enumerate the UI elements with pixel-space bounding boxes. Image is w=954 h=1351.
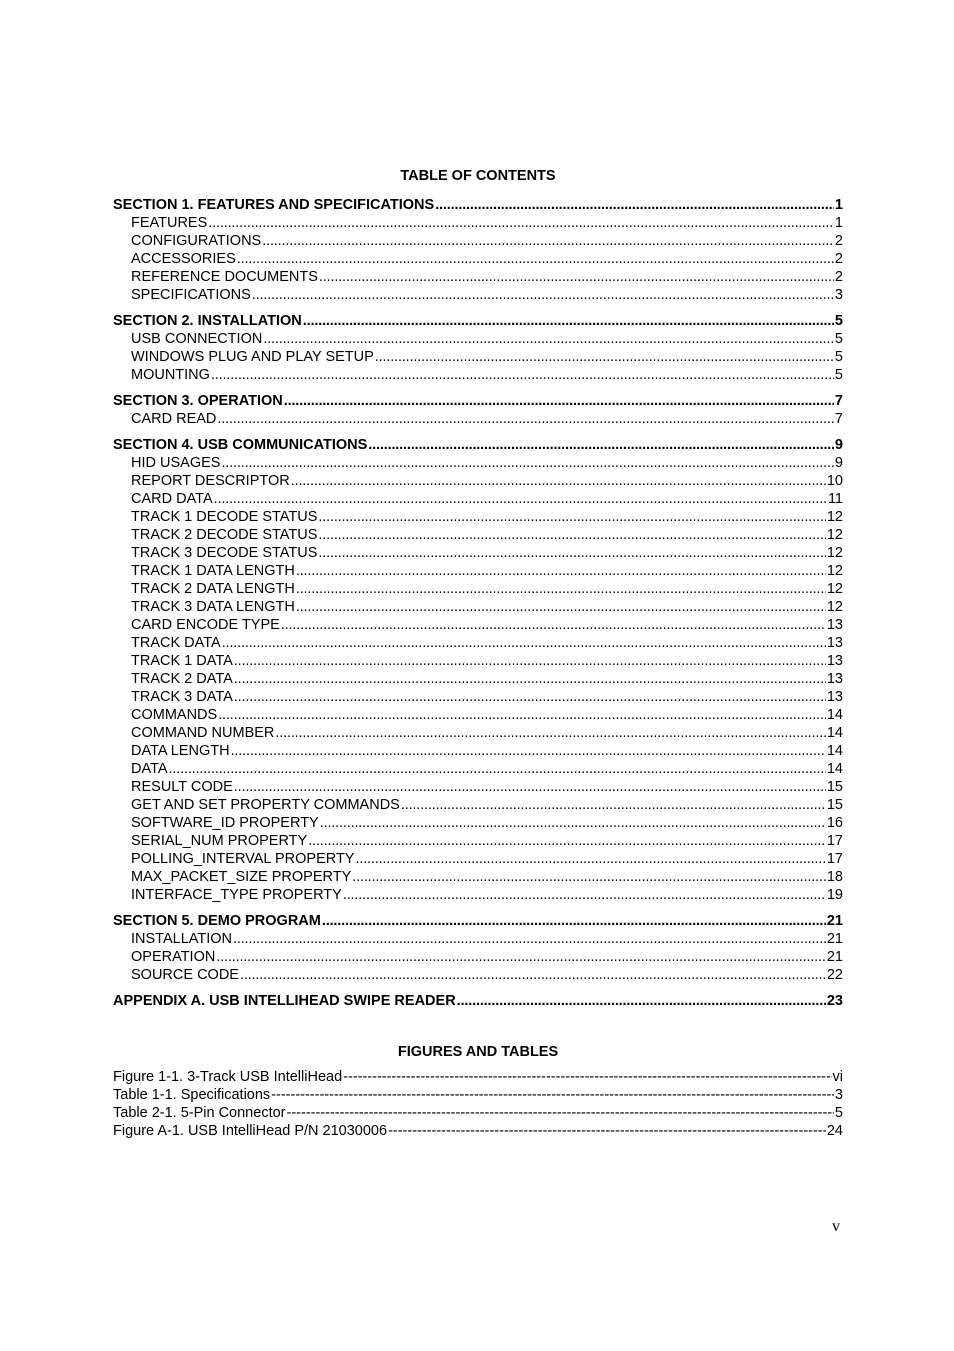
dot-leader (233, 930, 826, 948)
entry-page-number: 9 (834, 455, 843, 471)
toc-subentry[interactable] (113, 670, 843, 688)
entry-page-number: 1 (834, 197, 843, 213)
entry-label: INTERFACE_TYPE PROPERTY (131, 887, 342, 903)
toc-subentry[interactable] (113, 760, 843, 778)
dot-leader (263, 330, 834, 348)
entry-label: INSTALLATION (131, 931, 232, 947)
dot-leader (221, 454, 833, 472)
toc-subentry[interactable] (113, 544, 843, 562)
entry-label: FEATURES (131, 215, 208, 231)
entry-page-number: 24 (826, 1123, 843, 1139)
toc-subentry[interactable] (113, 598, 843, 616)
toc-subentry[interactable] (113, 330, 843, 348)
dot-leader (218, 706, 826, 724)
dot-leader (284, 392, 834, 410)
page-number: v (832, 1218, 840, 1235)
entry-label: CONFIGURATIONS (131, 233, 262, 249)
toc-subentry[interactable] (113, 214, 843, 232)
entry-page-number: 23 (826, 993, 843, 1009)
toc-subentry[interactable] (113, 652, 843, 670)
entry-page-number: 1 (834, 215, 843, 231)
entry-page-number: 21 (826, 913, 843, 929)
dot-leader (169, 760, 826, 778)
entry-page-number: 17 (826, 851, 843, 867)
entry-label: CARD READ (131, 411, 217, 427)
toc-subentry[interactable] (113, 948, 843, 966)
toc-subentry[interactable] (113, 796, 843, 814)
entry-page-number: 12 (826, 527, 843, 543)
entry-label: SOURCE CODE (131, 967, 239, 983)
entry-label: SECTION 5. DEMO PROGRAM (113, 913, 321, 929)
dot-leader (303, 312, 834, 330)
entry-label: SECTION 1. FEATURES AND SPECIFICATIONS (113, 197, 435, 213)
entry-label: Figure A-1. USB IntelliHead P/N 21030006 (113, 1123, 388, 1139)
entry-page-number: 3 (834, 1087, 843, 1103)
toc-subentry[interactable] (113, 562, 843, 580)
dot-leader (318, 544, 825, 562)
entry-page-number: 7 (834, 393, 843, 409)
dot-leader (296, 598, 826, 616)
toc-section-entry[interactable] (113, 992, 843, 1010)
entry-page-number: 13 (826, 617, 843, 633)
dot-leader (275, 724, 825, 742)
toc-subentry[interactable] (113, 832, 843, 850)
dot-leader (287, 1104, 834, 1122)
entry-label: COMMAND NUMBER (131, 725, 275, 741)
toc-subentry[interactable] (113, 634, 843, 652)
dot-leader (234, 670, 826, 688)
toc-subentry[interactable] (113, 454, 843, 472)
toc-section-entry[interactable] (113, 392, 843, 410)
entry-label: USB CONNECTION (131, 331, 263, 347)
toc-section-entry[interactable] (113, 196, 843, 214)
dot-leader (308, 832, 826, 850)
entry-page-number: 22 (826, 967, 843, 983)
entry-page-number: 14 (826, 725, 843, 741)
dot-leader (216, 948, 826, 966)
entry-label: SERIAL_NUM PROPERTY (131, 833, 308, 849)
figure-entry[interactable] (113, 1086, 843, 1104)
dot-leader (281, 616, 826, 634)
entry-label: TRACK 2 DATA LENGTH (131, 581, 295, 597)
entry-label: TRACK 2 DECODE STATUS (131, 527, 318, 543)
toc-section (113, 392, 843, 428)
entry-page-number: 14 (826, 743, 843, 759)
dot-leader (319, 268, 834, 286)
entry-label: SECTION 3. OPERATION (113, 393, 283, 409)
toc-subentry[interactable] (113, 232, 843, 250)
entry-page-number: 16 (826, 815, 843, 831)
entry-label: Figure 1-1. 3-Track USB IntelliHead (113, 1069, 343, 1085)
dot-leader (368, 436, 834, 454)
toc-section (113, 992, 843, 1010)
dot-leader (435, 196, 834, 214)
entry-label: TRACK DATA (131, 635, 221, 651)
toc-section (113, 196, 843, 304)
entry-label: TRACK 3 DATA LENGTH (131, 599, 295, 615)
dot-leader (352, 868, 826, 886)
entry-label: TRACK 1 DATA LENGTH (131, 563, 295, 579)
toc-subentry[interactable] (113, 850, 843, 868)
entry-page-number: 15 (826, 779, 843, 795)
dot-leader (208, 214, 834, 232)
toc-subentry[interactable] (113, 268, 843, 286)
entry-label: SOFTWARE_ID PROPERTY (131, 815, 319, 831)
dot-leader (388, 1122, 826, 1140)
toc-subentry[interactable] (113, 508, 843, 526)
dot-leader (252, 286, 834, 304)
entry-page-number: 12 (826, 545, 843, 561)
toc-section-entry[interactable] (113, 912, 843, 930)
toc-subentry[interactable] (113, 724, 843, 742)
dot-leader (322, 912, 826, 930)
entry-page-number: 13 (826, 635, 843, 651)
toc-subentry[interactable] (113, 778, 843, 796)
figures-list (113, 1068, 843, 1140)
entry-page-number: 5 (834, 349, 843, 365)
entry-page-number: 5 (834, 331, 843, 347)
figures-heading: FIGURES AND TABLES (397, 1044, 559, 1060)
entry-page-number: 14 (826, 761, 843, 777)
entry-page-number: 7 (834, 411, 843, 427)
entry-label: TRACK 2 DATA (131, 671, 233, 687)
dot-leader (318, 526, 825, 544)
toc-subentry[interactable] (113, 930, 843, 948)
entry-label: MAX_PACKET_SIZE PROPERTY (131, 869, 352, 885)
toc-subentry[interactable] (113, 250, 843, 268)
toc-subentry[interactable] (113, 966, 843, 984)
dot-leader (262, 232, 834, 250)
entry-label: TRACK 3 DECODE STATUS (131, 545, 318, 561)
toc-subentry[interactable] (113, 814, 843, 832)
table-of-contents (113, 196, 843, 1018)
entry-page-number: 13 (826, 671, 843, 687)
toc-section (113, 436, 843, 904)
toc-subentry[interactable] (113, 490, 843, 508)
dot-leader (234, 688, 826, 706)
dot-leader (401, 796, 826, 814)
entry-label: POLLING_INTERVAL PROPERTY (131, 851, 355, 867)
entry-label: CARD ENCODE TYPE (131, 617, 280, 633)
toc-subentry[interactable] (113, 526, 843, 544)
entry-page-number: 5 (834, 313, 843, 329)
entry-label: Table 2-1. 5-Pin Connector (113, 1105, 286, 1121)
dot-leader (375, 348, 834, 366)
dot-leader (217, 410, 834, 428)
dot-leader (296, 562, 826, 580)
entry-label: COMMANDS (131, 707, 218, 723)
entry-page-number: 2 (834, 233, 843, 249)
entry-page-number: 9 (834, 437, 843, 453)
entry-page-number: 2 (834, 251, 843, 267)
dot-leader (231, 742, 826, 760)
dot-leader (214, 490, 827, 508)
figure-entry[interactable] (113, 1104, 843, 1122)
dot-leader (320, 814, 826, 832)
entry-label: MOUNTING (131, 367, 210, 383)
toc-subentry[interactable] (113, 688, 843, 706)
toc-subentry[interactable] (113, 616, 843, 634)
entry-page-number: vi (832, 1069, 843, 1085)
entry-page-number: 10 (826, 473, 843, 489)
dot-leader (291, 472, 826, 490)
dot-leader (355, 850, 825, 868)
entry-label: REFERENCE DOCUMENTS (131, 269, 318, 285)
figure-entry[interactable] (113, 1068, 843, 1086)
toc-section (113, 912, 843, 984)
dot-leader (318, 508, 825, 526)
toc-subentry[interactable] (113, 366, 843, 384)
figure-entry[interactable] (113, 1122, 843, 1140)
dot-leader (343, 886, 826, 904)
dot-leader (211, 366, 834, 384)
entry-page-number: 2 (834, 269, 843, 285)
entry-label: OPERATION (131, 949, 216, 965)
dot-leader (240, 966, 826, 984)
entry-label: SECTION 2. INSTALLATION (113, 313, 302, 329)
toc-subentry[interactable] (113, 580, 843, 598)
entry-page-number: 13 (826, 653, 843, 669)
entry-page-number: 17 (826, 833, 843, 849)
toc-subentry[interactable] (113, 348, 843, 366)
entry-page-number: 11 (827, 491, 843, 507)
entry-label: SECTION 4. USB COMMUNICATIONS (113, 437, 368, 453)
entry-label: RESULT CODE (131, 779, 233, 795)
toc-subentry[interactable] (113, 286, 843, 304)
toc-subentry[interactable] (113, 868, 843, 886)
dot-leader (237, 250, 834, 268)
toc-section-entry[interactable] (113, 312, 843, 330)
dot-leader (234, 652, 826, 670)
entry-label: DATA (131, 761, 168, 777)
entry-page-number: 3 (834, 287, 843, 303)
entry-label: WINDOWS PLUG AND PLAY SETUP (131, 349, 374, 365)
toc-subentry[interactable] (113, 472, 843, 490)
dot-leader (234, 778, 826, 796)
entry-page-number: 19 (826, 887, 843, 903)
entry-page-number: 5 (834, 367, 843, 383)
entry-label: GET AND SET PROPERTY COMMANDS (131, 797, 400, 813)
entry-label: Table 1-1. Specifications (113, 1087, 271, 1103)
entry-page-number: 12 (826, 599, 843, 615)
toc-subentry[interactable] (113, 886, 843, 904)
entry-label: TRACK 1 DECODE STATUS (131, 509, 318, 525)
entry-label: APPENDIX A. USB INTELLIHEAD SWIPE READER (113, 993, 456, 1009)
toc-subentry[interactable] (113, 706, 843, 724)
entry-label: DATA LENGTH (131, 743, 230, 759)
entry-page-number: 12 (826, 509, 843, 525)
entry-page-number: 13 (826, 689, 843, 705)
entry-label: TRACK 1 DATA (131, 653, 233, 669)
dot-leader (222, 634, 826, 652)
entry-page-number: 18 (826, 869, 843, 885)
entry-page-number: 21 (826, 949, 843, 965)
entry-label: HID USAGES (131, 455, 221, 471)
entry-label: ACCESSORIES (131, 251, 236, 267)
entry-page-number: 12 (826, 581, 843, 597)
entry-label: REPORT DESCRIPTOR (131, 473, 290, 489)
dot-leader (343, 1068, 831, 1086)
entry-page-number: 21 (826, 931, 843, 947)
toc-section-entry[interactable] (113, 436, 843, 454)
entry-label: CARD DATA (131, 491, 213, 507)
entry-label: TRACK 3 DATA (131, 689, 233, 705)
entry-page-number: 15 (826, 797, 843, 813)
dot-leader (271, 1086, 834, 1104)
toc-subentry[interactable] (113, 410, 843, 428)
entry-page-number: 5 (834, 1105, 843, 1121)
toc-heading: TABLE OF CONTENTS (400, 168, 556, 184)
toc-section (113, 312, 843, 384)
entry-page-number: 14 (826, 707, 843, 723)
dot-leader (296, 580, 826, 598)
dot-leader (457, 992, 826, 1010)
entry-label: SPECIFICATIONS (131, 287, 251, 303)
entry-page-number: 12 (826, 563, 843, 579)
toc-subentry[interactable] (113, 742, 843, 760)
